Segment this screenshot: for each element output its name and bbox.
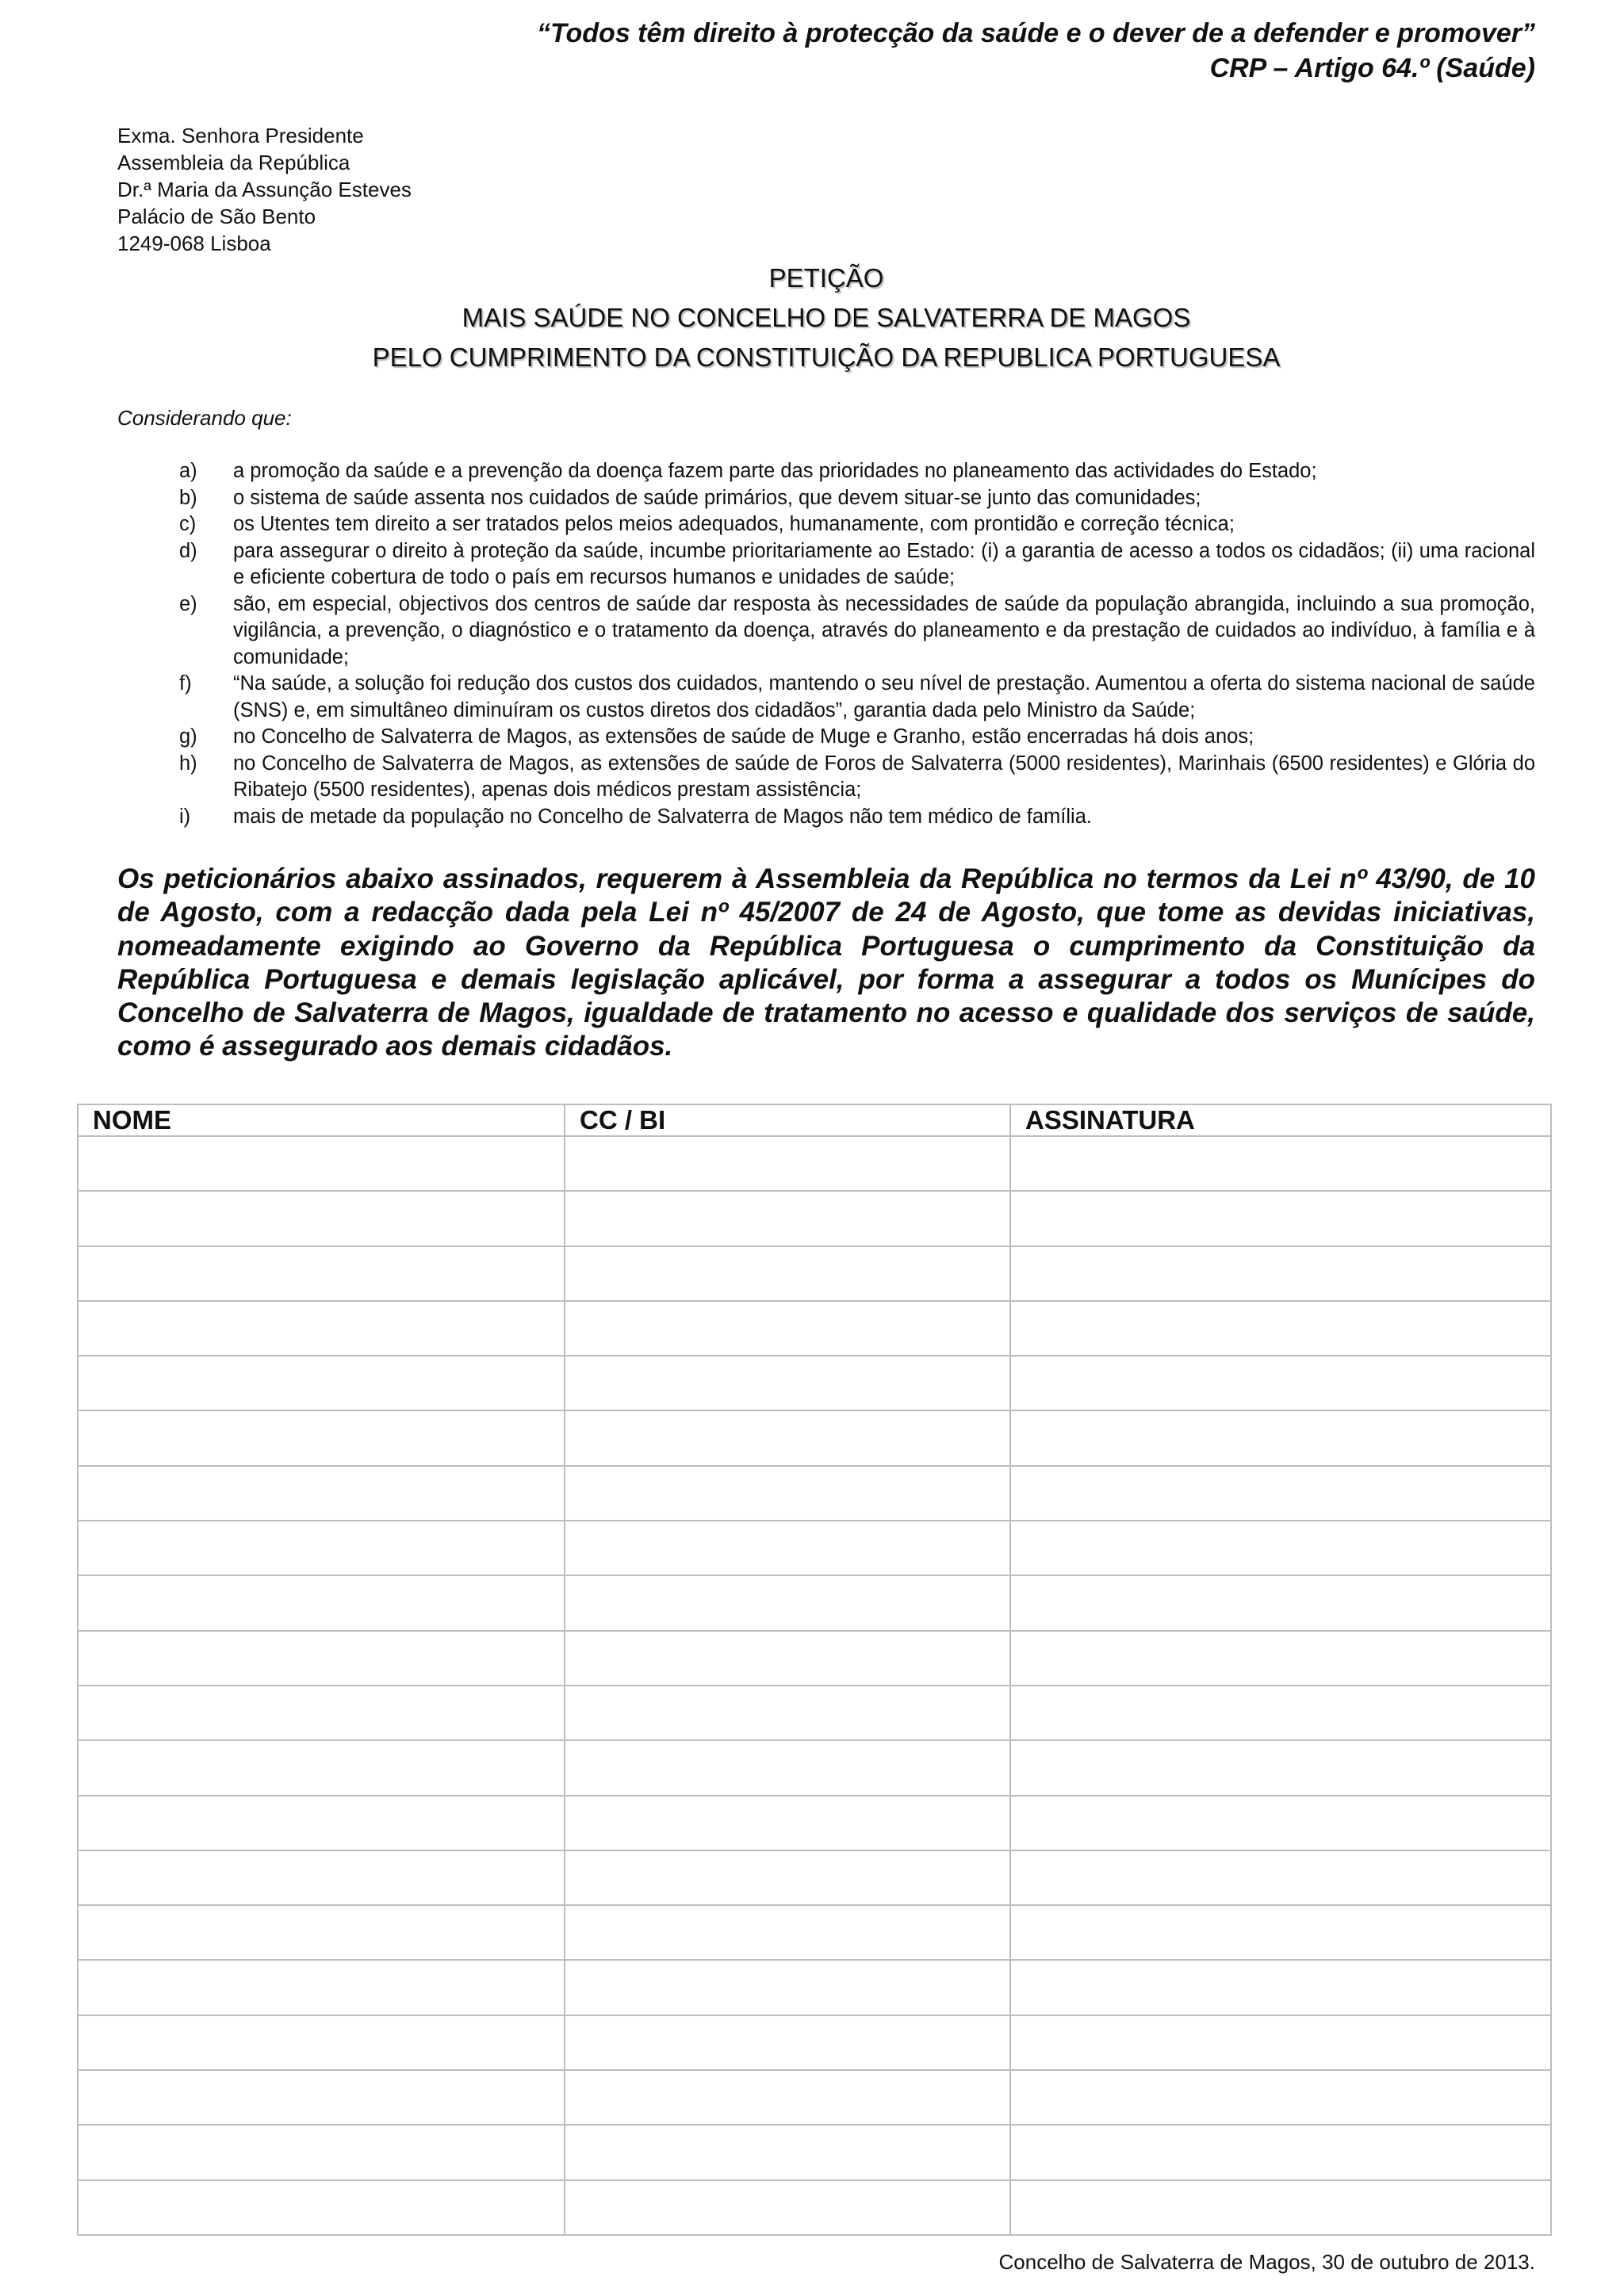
list-item <box>179 671 1535 724</box>
considerando-label: Considerando que: <box>117 406 292 430</box>
list-item-text: no Concelho de Salvaterra de Magos, as extensões de saúde de Foros de Salvaterra (5000 residentes), Marinhais (6500 residentes) e Glória do Ribatejo (5500 residentes), apenas dois médicos prestam assistência; <box>233 752 1535 801</box>
assinatura-cell[interactable] <box>1010 2070 1551 2125</box>
footer-place-date: Concelho de Salvaterra de Magos, 30 de outubro de 2013. <box>998 2250 1535 2274</box>
list-item-text: mais de metade da população no Concelho de Salvaterra de Magos não tem médico de família. <box>233 805 1092 828</box>
quote-line-2: CRP – Artigo 64.º (Saúde) <box>1209 53 1535 83</box>
nome-cell[interactable] <box>78 2180 565 2235</box>
cc-bi-cell[interactable] <box>565 1246 1010 1301</box>
nome-cell[interactable] <box>78 1301 565 1356</box>
list-item <box>179 724 1535 751</box>
cc-bi-cell[interactable] <box>565 1191 1010 1246</box>
cc-bi-cell[interactable] <box>565 2125 1010 2179</box>
cc-bi-cell[interactable] <box>565 1410 1010 1465</box>
column-header-assinatura: ASSINATURA <box>1010 1104 1551 1136</box>
assinatura-cell[interactable] <box>1010 1136 1551 1191</box>
cc-bi-cell[interactable] <box>565 2180 1010 2235</box>
addressee-line: Exma. Senhora Presidente <box>117 124 364 147</box>
assinatura-cell[interactable] <box>1010 1740 1551 1795</box>
assinatura-cell[interactable] <box>1010 1410 1551 1465</box>
cc-bi-cell[interactable] <box>565 1960 1010 2015</box>
table-row <box>78 2180 1551 2235</box>
list-item <box>179 804 1535 831</box>
assinatura-cell[interactable] <box>1010 1466 1551 1521</box>
assinatura-cell[interactable] <box>1010 1905 1551 1960</box>
column-header-nome: NOME <box>78 1104 565 1136</box>
list-item-letter: d) <box>179 539 197 562</box>
addressee-line: 1249-068 Lisboa <box>117 232 271 255</box>
table-row <box>78 1410 1551 1465</box>
list-item-letter: a) <box>179 460 197 482</box>
title-line: MAIS SAÚDE NO CONCELHO DE SALVATERRA DE MAGOS <box>462 303 1191 332</box>
table-row <box>78 1191 1551 1246</box>
assinatura-cell[interactable] <box>1010 1301 1551 1356</box>
table-row <box>78 1466 1551 1521</box>
assinatura-cell[interactable] <box>1010 1631 1551 1686</box>
table-row <box>78 1136 1551 1191</box>
signature-rows <box>78 1136 1551 2235</box>
table-row <box>78 2015 1551 2070</box>
petition-title <box>117 258 1535 377</box>
cc-bi-cell[interactable] <box>565 1905 1010 1960</box>
cc-bi-cell[interactable] <box>565 1850 1010 1905</box>
list-item-text: os Utentes tem direito a ser tratados pelos meios adequados, humanamente, com prontidão e correção técnica; <box>233 513 1235 535</box>
table-row <box>78 1850 1551 1905</box>
assinatura-cell[interactable] <box>1010 1246 1551 1301</box>
table-row <box>78 1301 1551 1356</box>
addressee-line: Palácio de São Bento <box>117 205 316 228</box>
petition-request: Os peticionários abaixo assinados, requerem à Assembleia da República no termos da Lei nº 43/90, de 10 de Agosto, com a redacção dada pela Lei nº 45/2007 de 24 de Agosto, que tome as devidas iniciativas, nomeadamente exigindo ao Governo da República Portuguesa o cumprimento da Constituição da República Portuguesa e demais legislação aplicável, por forma a assegurar a todos os Munícipes do Concelho de Salvaterra de Magos, igualdade de tratamento no acesso e qualidade dos serviços de saúde, como é assegurado aos demais cidadãos. <box>117 863 1535 1062</box>
nome-cell[interactable] <box>78 1356 565 1410</box>
nome-cell[interactable] <box>78 2125 565 2179</box>
assinatura-cell[interactable] <box>1010 2180 1551 2235</box>
list-item <box>179 458 1535 485</box>
nome-cell[interactable] <box>78 1575 565 1630</box>
assinatura-cell[interactable] <box>1010 1796 1551 1850</box>
cc-bi-cell[interactable] <box>565 1521 1010 1575</box>
nome-cell[interactable] <box>78 1796 565 1850</box>
cc-bi-cell[interactable] <box>565 1740 1010 1795</box>
cc-bi-cell[interactable] <box>565 1356 1010 1410</box>
assinatura-cell[interactable] <box>1010 1686 1551 1740</box>
list-item-letter: f) <box>179 672 192 695</box>
cc-bi-cell[interactable] <box>565 2015 1010 2070</box>
assinatura-cell[interactable] <box>1010 1575 1551 1630</box>
list-item <box>179 511 1535 538</box>
table-row <box>78 2125 1551 2179</box>
list-item <box>179 591 1535 672</box>
assinatura-cell[interactable] <box>1010 2015 1551 2070</box>
column-header-cc-bi: CC / BI <box>565 1104 1010 1136</box>
quote-line-1: “Todos têm direito à protecção da saúde e o dever de a defender e promover” <box>537 18 1535 48</box>
table-row <box>78 1905 1551 1960</box>
table-row <box>78 2070 1551 2125</box>
list-item-text: são, em especial, objectivos dos centros de saúde dar resposta às necessidades de saúde da população abrangida, incluindo a sua promoção, vigilância, a prevenção, o diagnóstico e o tratamento da doença, através do planeamento e da prestação de cuidados ao indivíduo, à família e à comunidade; <box>233 592 1535 668</box>
nome-cell[interactable] <box>78 2070 565 2125</box>
list-item-letter: b) <box>179 486 197 509</box>
addressee-line: Assembleia da República <box>117 151 350 174</box>
list-item-text: no Concelho de Salvaterra de Magos, as extensões de saúde de Muge e Granho, estão encerradas há dois anos; <box>233 725 1254 748</box>
addressee-line: Dr.ª Maria da Assunção Esteves <box>117 178 412 201</box>
nome-cell[interactable] <box>78 1410 565 1465</box>
cc-bi-cell[interactable] <box>565 1466 1010 1521</box>
cc-bi-cell[interactable] <box>565 1136 1010 1191</box>
list-item-letter: h) <box>179 752 197 775</box>
cc-bi-cell[interactable] <box>565 2070 1010 2125</box>
list-item-text: o sistema de saúde assenta nos cuidados de saúde primários, que devem situar-se junto das comunidades; <box>233 486 1201 509</box>
list-item-letter: i) <box>179 805 191 828</box>
list-item <box>179 751 1535 804</box>
list-item-letter: g) <box>179 725 197 748</box>
assinatura-cell[interactable] <box>1010 1356 1551 1410</box>
nome-cell[interactable] <box>78 1960 565 2015</box>
nome-cell[interactable] <box>78 1631 565 1686</box>
table-row <box>78 1686 1551 1740</box>
cc-bi-cell[interactable] <box>565 1631 1010 1686</box>
nome-cell[interactable] <box>78 1466 565 1521</box>
table-row <box>78 1796 1551 1850</box>
cc-bi-cell[interactable] <box>565 1796 1010 1850</box>
nome-cell[interactable] <box>78 1246 565 1301</box>
list-item-letter: e) <box>179 592 197 615</box>
nome-cell[interactable] <box>78 1521 565 1575</box>
cc-bi-cell[interactable] <box>565 1301 1010 1356</box>
list-item-text: para assegurar o direito à proteção da saúde, incumbe prioritariamente ao Estado: (i) a garantia de acesso a todos os cidadãos; (ii) uma racional e eficiente cobertura de todo o país em recursos humanos e unidades de saúde; <box>233 539 1535 588</box>
list-item-text: “Na saúde, a solução foi redução dos custos dos cuidados, mantendo o seu nível de prestação. Aumentou a oferta do sistema nacional de saúde (SNS) e, em simultâneo diminuíram os custos diretos dos cidadãos”, garantia dada pelo Ministro da Saúde; <box>233 672 1535 721</box>
list-item-text: a promoção da saúde e a prevenção da doença fazem parte das prioridades no planeamento das actividades do Estado; <box>233 460 1317 482</box>
cc-bi-cell[interactable] <box>565 1575 1010 1630</box>
title-line: PETIÇÃO <box>768 263 884 293</box>
list-item <box>179 538 1535 591</box>
nome-cell[interactable] <box>78 1905 565 1960</box>
assinatura-cell[interactable] <box>1010 1521 1551 1575</box>
assinatura-cell[interactable] <box>1010 2125 1551 2179</box>
nome-cell[interactable] <box>78 1191 565 1246</box>
table-row <box>78 1631 1551 1686</box>
list-item-letter: c) <box>179 513 197 535</box>
nome-cell[interactable] <box>78 1850 565 1905</box>
addressee-block <box>117 122 412 257</box>
nome-cell[interactable] <box>78 1686 565 1740</box>
considerations-list <box>179 458 1535 830</box>
header-quote <box>346 16 1535 86</box>
list-item <box>179 485 1535 512</box>
nome-cell[interactable] <box>78 1136 565 1191</box>
table-row <box>78 1960 1551 2015</box>
table-row <box>78 1575 1551 1630</box>
table-row <box>78 1740 1551 1795</box>
table-header-row <box>78 1104 1551 1136</box>
assinatura-cell[interactable] <box>1010 1960 1551 2015</box>
assinatura-cell[interactable] <box>1010 1850 1551 1905</box>
table-row <box>78 1521 1551 1575</box>
nome-cell[interactable] <box>78 1740 565 1795</box>
table-row <box>78 1246 1551 1301</box>
cc-bi-cell[interactable] <box>565 1686 1010 1740</box>
assinatura-cell[interactable] <box>1010 1191 1551 1246</box>
nome-cell[interactable] <box>78 2015 565 2070</box>
title-line: PELO CUMPRIMENTO DA CONSTITUIÇÃO DA REPUBLICA PORTUGUESA <box>372 342 1281 372</box>
table-row <box>78 1356 1551 1410</box>
signature-table <box>77 1104 1552 2236</box>
